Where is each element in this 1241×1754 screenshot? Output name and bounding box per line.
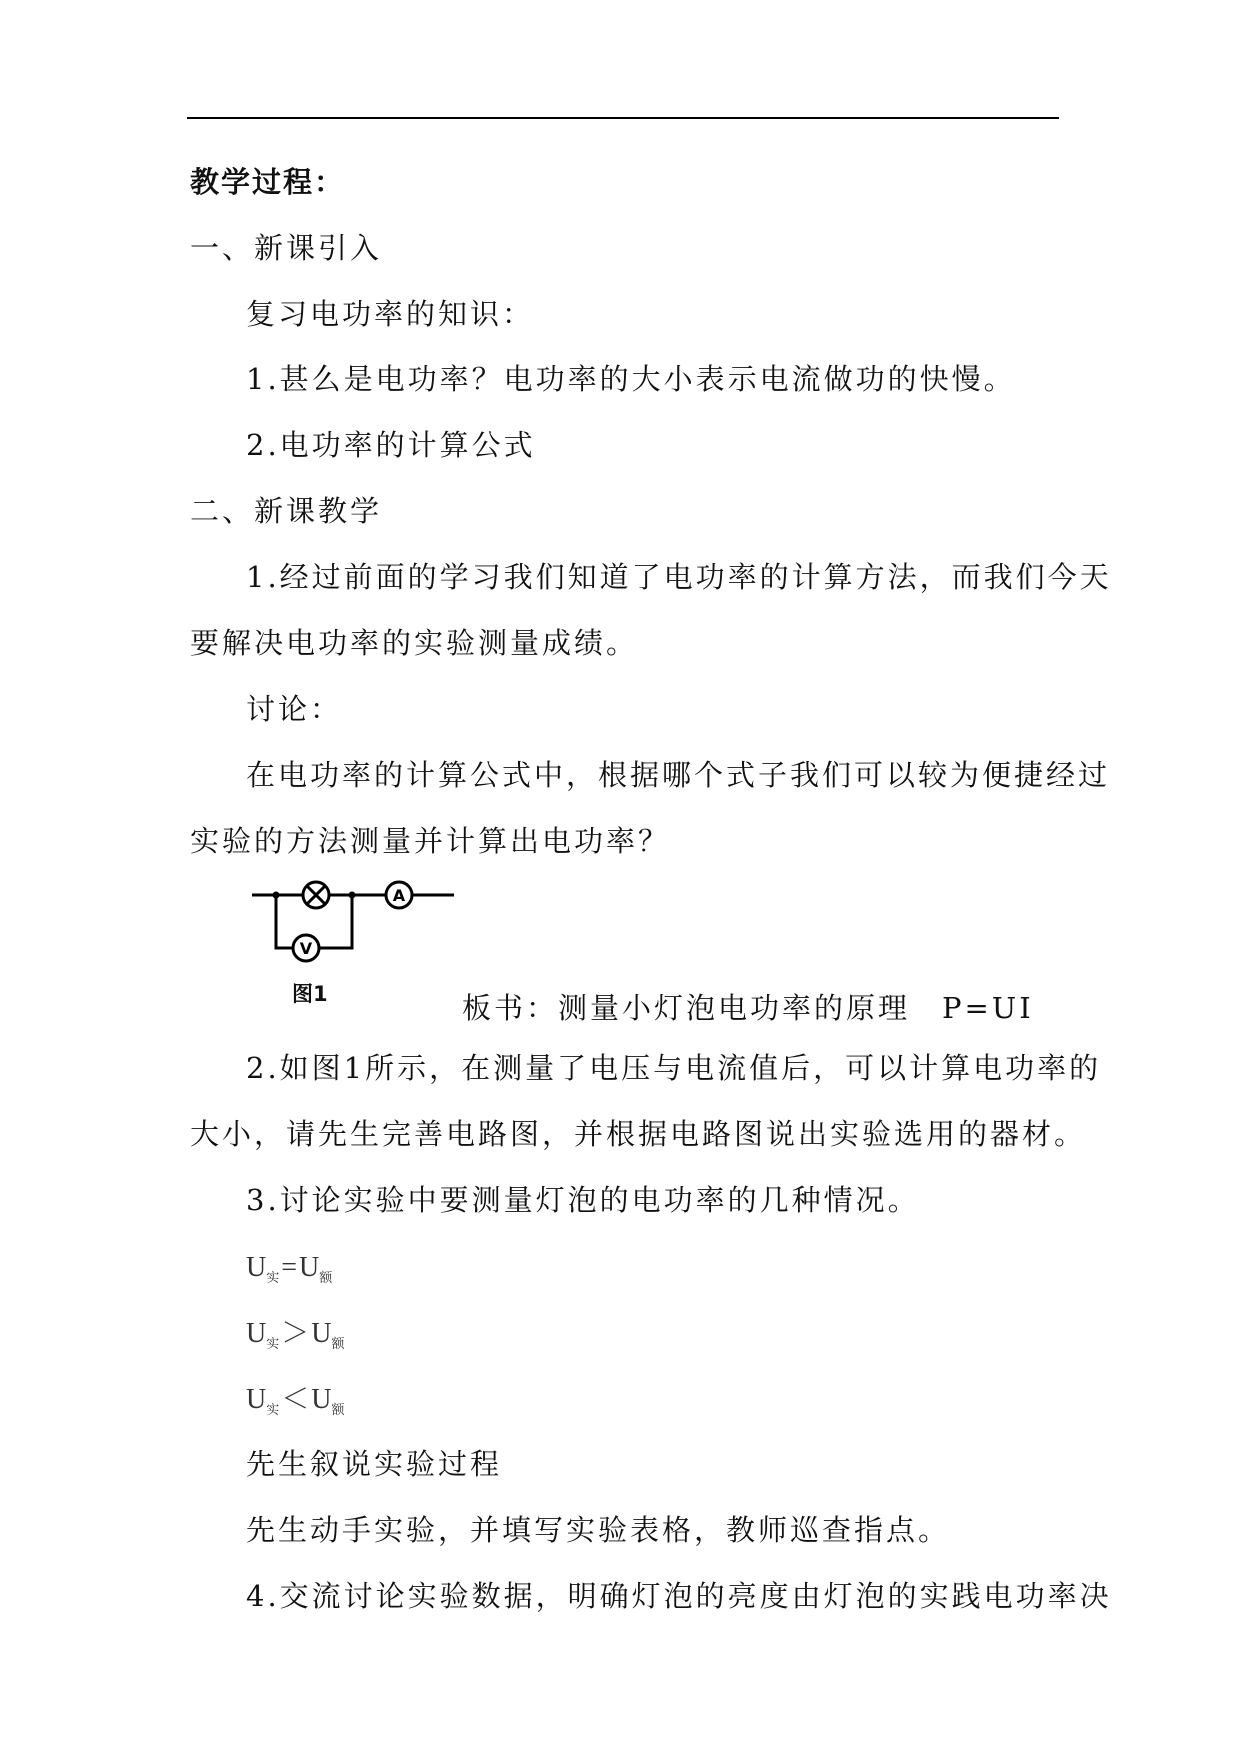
junction-left [273,892,280,899]
case-less: $U_实<U_额$ [246,1384,345,1417]
figure-caption: 图1 [292,982,328,1006]
question-2: 2.电功率的计算公式 [246,428,536,462]
circuit-diagram [248,868,458,982]
paragraph-3-line-1: 2.如图1所示，在测量了电压与电流值后，可以计算电功率的 [246,1051,1102,1085]
lesson-heading: 教学过程： [190,165,346,199]
ammeter-label: A [392,886,406,905]
paragraph-1-line-2: 要解决电功率的实验测量成绩。 [190,626,639,660]
review-line: 复习电功率的知识： [246,297,535,331]
board-note: 板书：测量小灯泡电功率的原理 P=UI [462,991,1034,1025]
paragraph-5: 4.交流讨论实验数据，明确灯泡的亮度由灯泡的实践电功率决 [246,1579,1112,1613]
paragraph-1-line-1: 1.经过前面的学习我们知道了电功率的计算方法，而我们今天 [246,560,1112,594]
paragraph-2-line-1: 在电功率的计算公式中，根据哪个式子我们可以较为便捷经过 [246,758,1111,792]
section2-title: 二、新课教学 [190,494,383,528]
case-equal: $U_实=U_额$ [246,1252,333,1285]
junction-right [349,892,356,899]
paragraph-2-line-2: 实验的方法测量并计算出电功率？ [190,824,671,858]
voltmeter-label: V [299,939,313,958]
paragraph-3-line-2: 大小，请先生完善电路图，并根据电路图说出实验选用的器材。 [190,1117,1087,1151]
experiment-line: 先生动手实验，并填写实验表格，教师巡查指点。 [246,1513,951,1547]
wire-voltmeter-left [276,895,293,948]
section1-title: 一、新课引入 [190,231,383,265]
question-1: 1.甚么是电功率？电功率的大小表示电流做功的快慢。 [246,362,1016,396]
narrate-line: 先生叙说实验过程 [246,1447,503,1481]
discuss-label: 讨论： [246,692,343,726]
paragraph-4: 3.讨论实验中要测量灯泡的电功率的几种情况。 [246,1183,920,1217]
case-greater: $U_实>U_额$ [246,1318,345,1351]
header-rule [187,117,1059,119]
circuit-svg [248,868,458,978]
